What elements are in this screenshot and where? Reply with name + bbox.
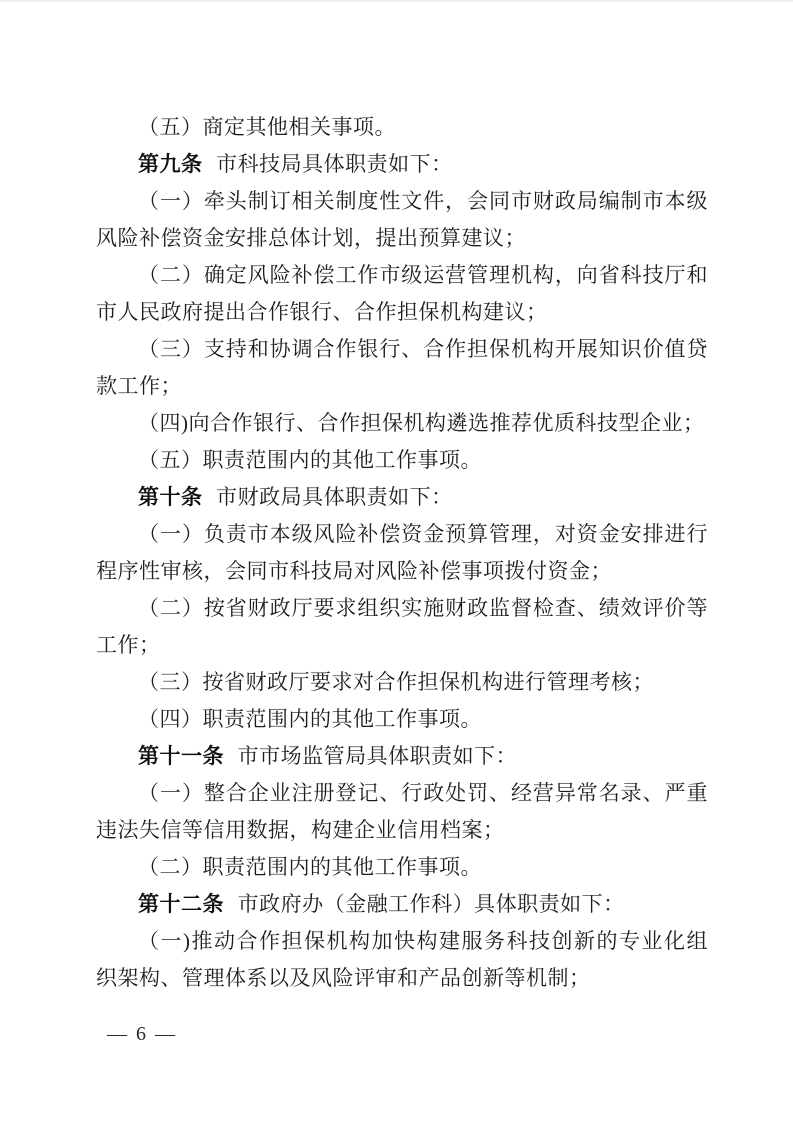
text-line: 市人民政府提出合作银行、合作担保机构建议； <box>96 300 548 324</box>
paragraph <box>96 701 708 738</box>
text-line: 程序性审核，会同市科技局对风险补偿事项拨付资金； <box>96 559 612 583</box>
paragraph <box>96 331 708 405</box>
text-line: 风险补偿资金安排总体计划，提出预算建议； <box>96 226 526 250</box>
text-line: （五）商定其他相关事项。 <box>138 115 396 139</box>
text-line: 第十条 市财政局具体职责如下： <box>138 485 453 509</box>
text-line: 款工作； <box>96 374 182 398</box>
text-line: （二）按省财政厅要求组织实施财政监督检查、绩效评价等 <box>138 596 708 620</box>
article-paragraph <box>96 738 708 775</box>
text-line: （一）牵头制订相关制度性文件，会同市财政局编制市本级 <box>138 189 708 213</box>
text-line: 工作； <box>96 633 161 657</box>
article-paragraph <box>96 479 708 516</box>
text-line: 第九条 市科技局具体职责如下： <box>138 152 453 176</box>
text-line: （一）整合企业注册登记、行政处罚、经营异常名录、严重 <box>138 781 708 805</box>
paragraph <box>96 257 708 331</box>
paragraph <box>96 664 708 701</box>
text-line: 第十二条 市政府办（金融工作科）具体职责如下： <box>138 892 625 916</box>
text-line: （五）职责范围内的其他工作事项。 <box>138 448 482 472</box>
article-number: 第十条 <box>138 485 203 509</box>
paragraph <box>96 775 708 849</box>
article-number: 第十二条 <box>138 892 224 916</box>
page-number: — 6 — <box>107 1023 177 1045</box>
text-line: （一)推动合作担保机构加快构建服务科技创新的专业化组 <box>138 929 708 953</box>
text-line: （四)向合作银行、合作担保机构遴选推荐优质科技型企业； <box>138 411 705 435</box>
article-paragraph <box>96 146 708 183</box>
paragraph <box>96 405 708 442</box>
text-line: （二）职责范围内的其他工作事项。 <box>138 855 482 879</box>
article-number: 第九条 <box>138 152 203 176</box>
text-line: （一）负责市本级风险补偿资金预算管理，对资金安排进行 <box>138 522 708 546</box>
scan-edge-artifact <box>0 0 793 2</box>
article-paragraph <box>96 886 708 923</box>
document-body <box>96 109 708 997</box>
text-line: 违法失信等信用数据，构建企业信用档案； <box>96 818 505 842</box>
text-line: （二）确定风险补偿工作市级运营管理机构，向省科技厅和 <box>138 263 708 287</box>
text-line: 织架构、管理体系以及风险评审和产品创新等机制； <box>96 966 591 990</box>
paragraph <box>96 442 708 479</box>
article-number: 第十一条 <box>138 744 224 768</box>
paragraph <box>96 923 708 997</box>
text-line: （三）支持和协调合作银行、合作担保机构开展知识价值贷 <box>138 337 708 361</box>
paragraph <box>96 183 708 257</box>
paragraph <box>96 849 708 886</box>
text-line: （四）职责范围内的其他工作事项。 <box>138 707 482 731</box>
paragraph <box>96 590 708 664</box>
paragraph <box>96 109 708 146</box>
paragraph <box>96 516 708 590</box>
text-line: （三）按省财政厅要求对合作担保机构进行管理考核； <box>138 670 654 694</box>
text-line: 第十一条 市市场监管局具体职责如下： <box>138 744 518 768</box>
